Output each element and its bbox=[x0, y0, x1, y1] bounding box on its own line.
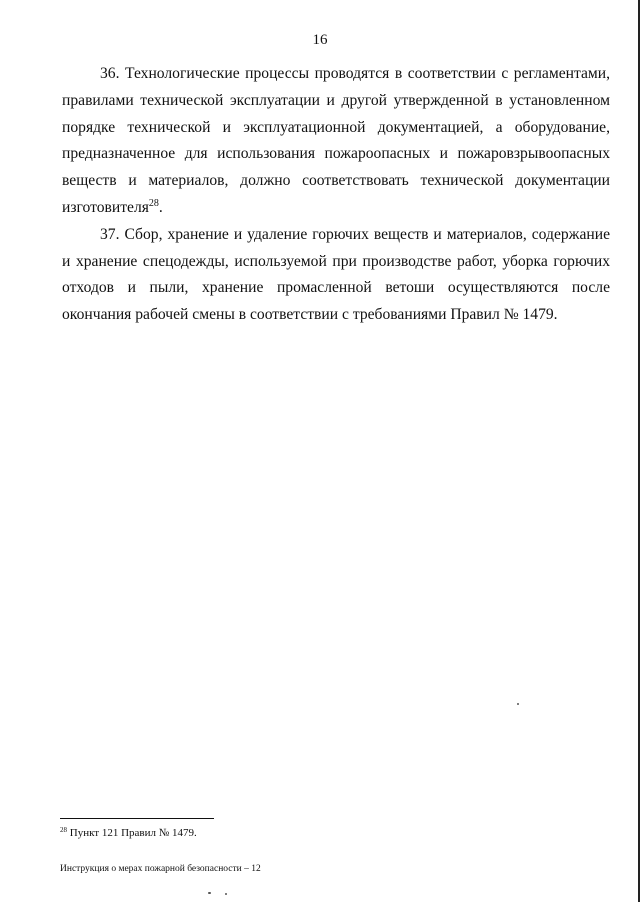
paragraph-37-text: 37. Сбор, хранение и удаление горючих веществ и материалов, содержание и хранение спецодежды, используемой при производстве работ, уборка горючих отходов и пыли, хранение промасленной ветоши осуществляются после окончания рабочей смены в соответствии с требованиями Правил № 1479. bbox=[62, 225, 610, 324]
footnote-text: Пункт 121 Правил № 1479. bbox=[67, 827, 197, 839]
paragraph-36-text: 36. Технологические процессы проводятся в соответствии с регламентами, правилами технической эксплуатации и другой утвержденной в установленном порядке технической и эксплуатационной документацией, а оборудование, предназначенное для использования пожароопасных и пожаровзрывоопасных веществ и материалов, должно соответствовать технической документации изготовителя bbox=[62, 65, 610, 216]
scan-speck bbox=[208, 892, 211, 894]
page-footer: Инструкция о мерах пожарной безопасности – 12 bbox=[60, 864, 261, 874]
paragraph-36 bbox=[62, 61, 610, 222]
page-number: 16 bbox=[312, 32, 328, 48]
footnote-reference-28: 28 bbox=[148, 197, 159, 209]
scan-speck bbox=[225, 893, 227, 895]
document-body bbox=[62, 61, 610, 329]
paragraph-36-tail: . bbox=[158, 198, 163, 216]
footnote-28 bbox=[60, 826, 197, 840]
paragraph-37 bbox=[62, 222, 610, 329]
footnote-mark: 28 bbox=[60, 826, 67, 834]
footnote-separator bbox=[60, 818, 214, 819]
scan-speck bbox=[517, 703, 519, 705]
